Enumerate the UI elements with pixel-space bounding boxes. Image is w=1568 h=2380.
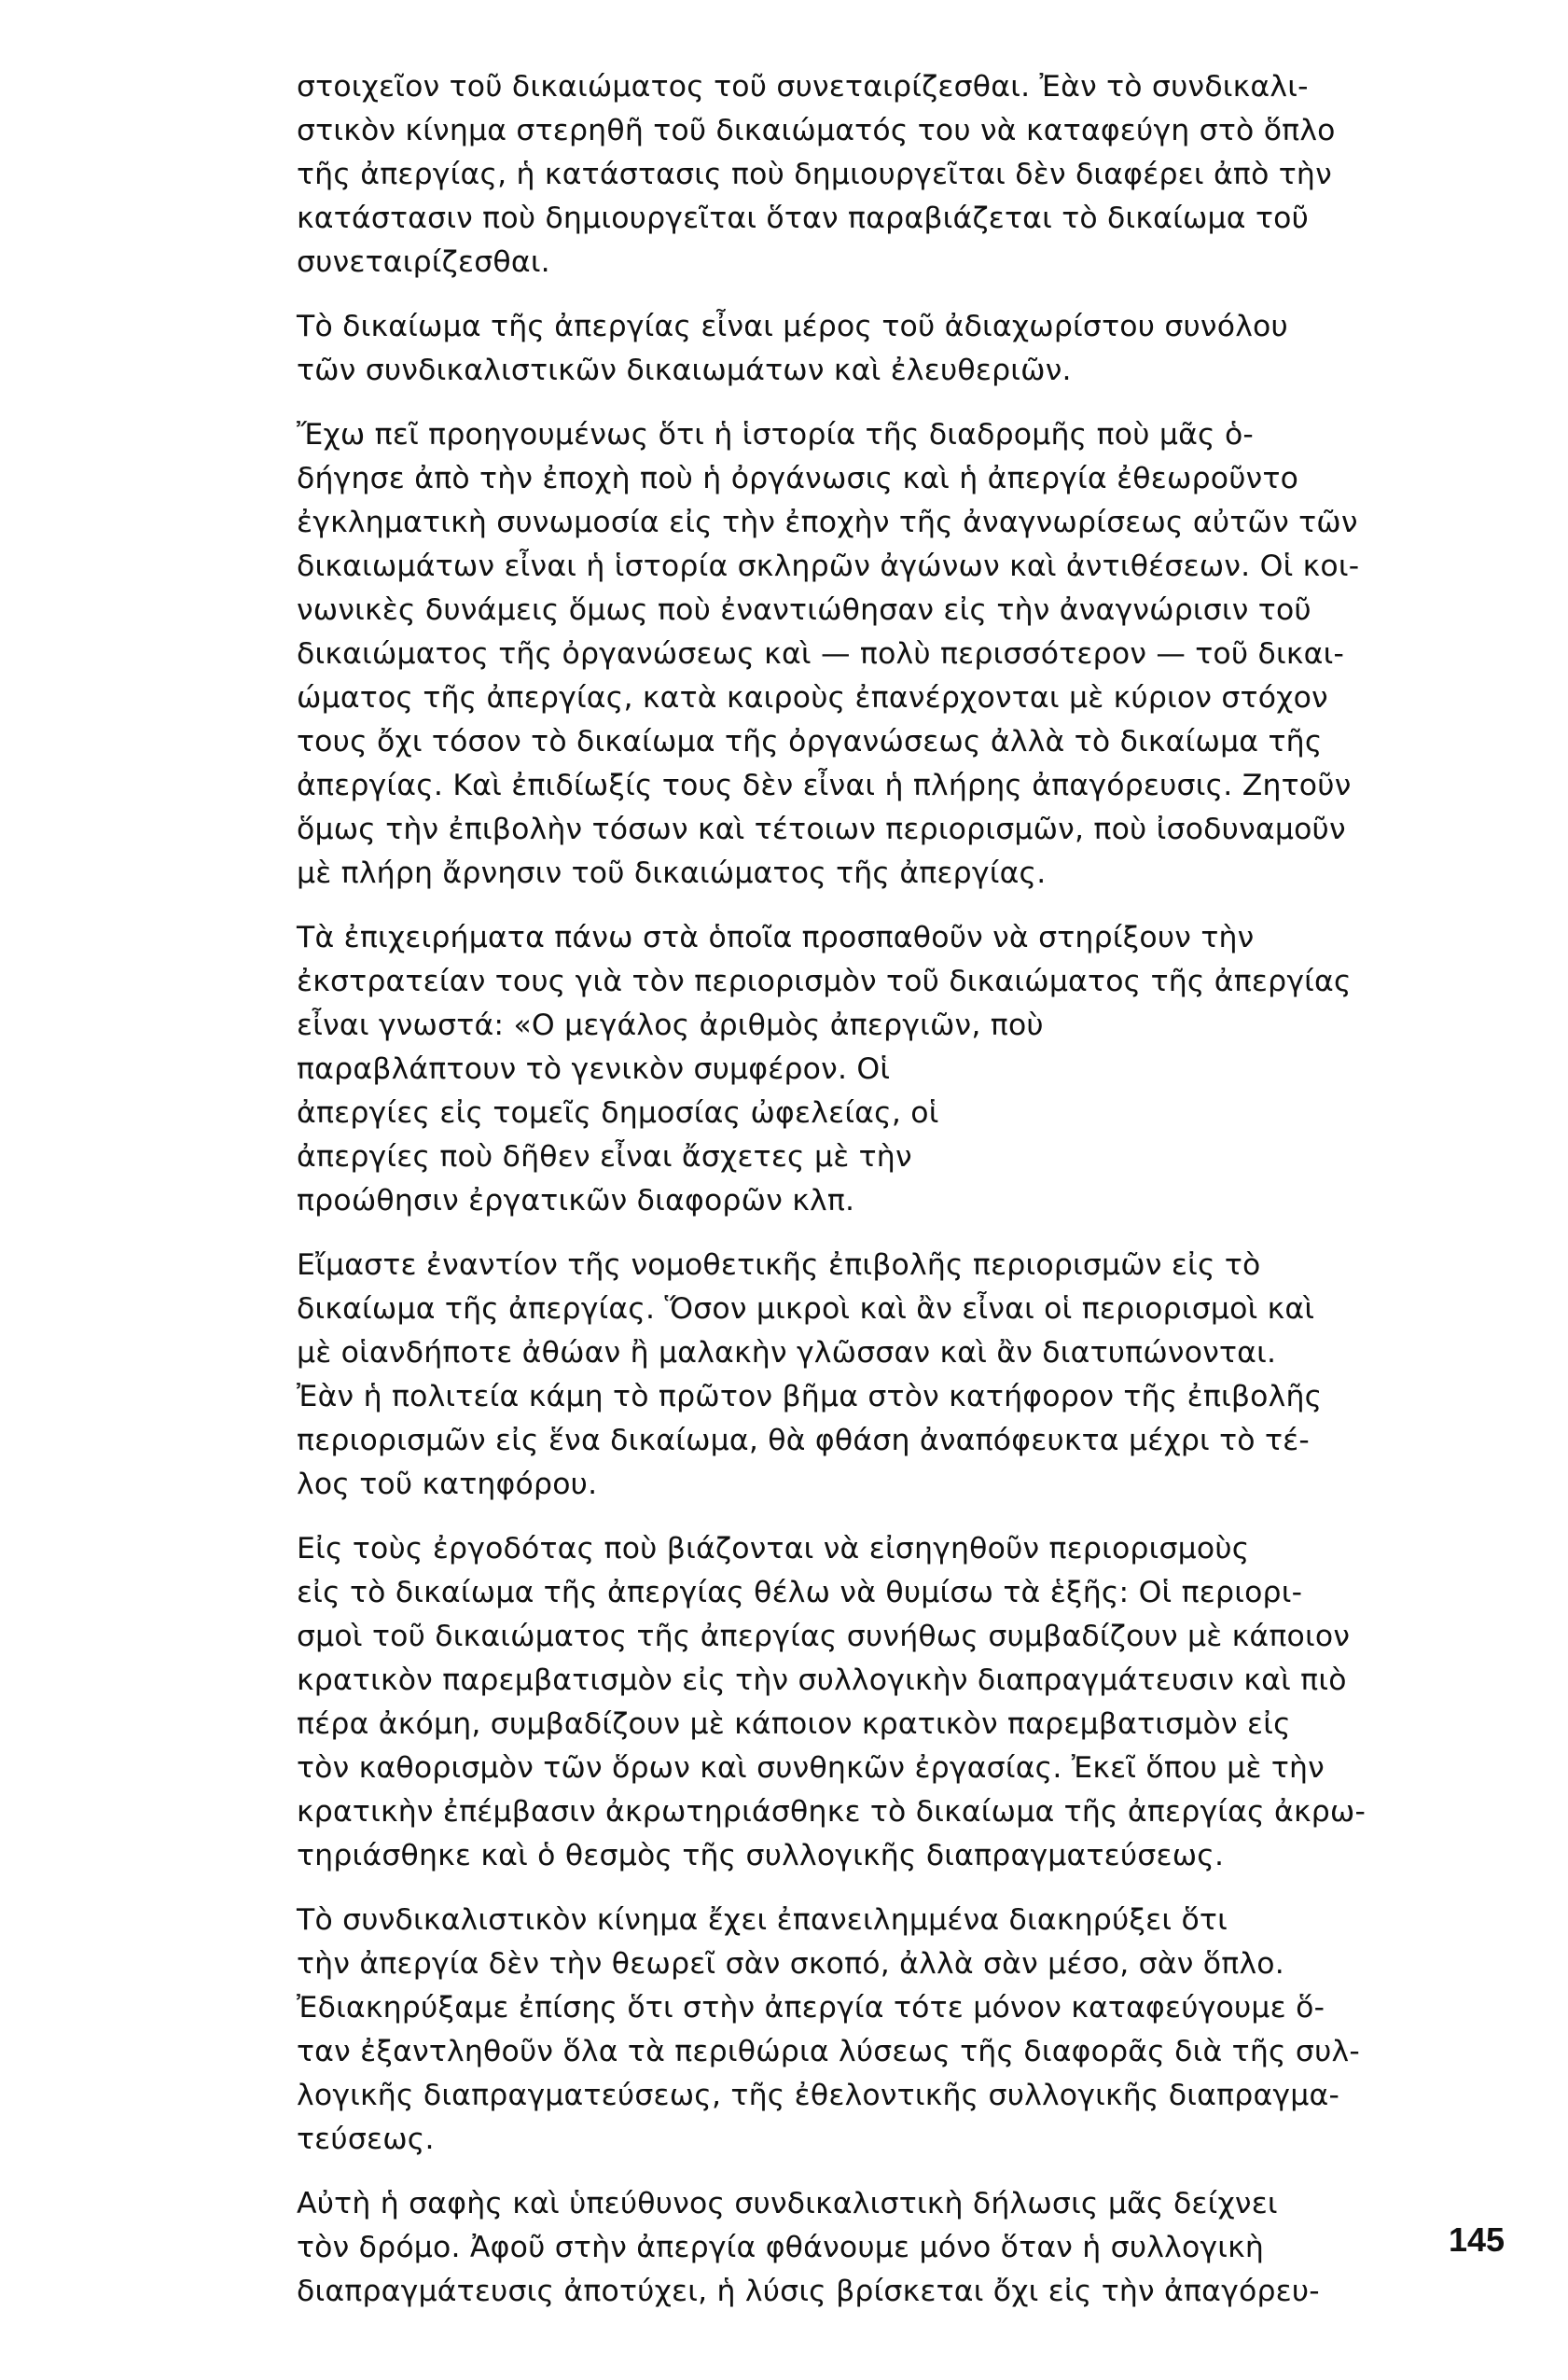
- paragraph-7: Τὸ συνδικαλιστικὸν κίνημα ἔχει ἐπανειλημμένα διακηρύξει ὅτι τὴν ἀπεργία δὲν τὴν θεωρεῖ σὰν σκοπό, ἀλλὰ σὰν μέσο, σὰν ὅπλο. Ἐδιακηρύξαμε ἐπίσης ὅτι στὴν ἀπεργία τότε μόνον καταφεύγουμε ὅ- ταν ἐξαντληθοῦν ὅλα τὰ περιθώρια λύσεως τῆς διαφορᾶς διὰ τῆς συλ- λογικῆς διαπραγματεύσεως, τῆς ἐθελοντικῆς συλλογικῆς διαπραγμα- τεύσεως.: [297, 1903, 1360, 2156]
- paragraph-2: Τὸ δικαίωμα τῆς ἀπεργίας εἶναι μέρος τοῦ ἀδιαχωρίστου συνόλου τῶν συνδικαλιστικῶν δικαιωμάτων καὶ ἐλευθεριῶν.: [297, 310, 1288, 387]
- paragraph-4: Τὰ ἐπιχειρήματα πάνω στὰ ὁποῖα προσπαθοῦν νὰ στηρίξουν τὴν ἐκστρατείαν τους γιὰ τὸν περιορισμὸν τοῦ δικαιώματος τῆς ἀπεργίας εἶναι γνωστά: «Ο μεγάλος ἀριθμὸς ἀπεργιῶν, ποὺ παραβλάπτουν τὸ γενικὸν συμφέρον. Οἱ ἀπεργίες εἰς τομεῖς δημοσίας ὠφελείας, οἱ ἀπεργίες ποὺ δῆθεν εἶναι ἄσχετες μὲ τὴν προώθησιν ἐργατικῶν διαφορῶν κλπ.: [297, 921, 1352, 1218]
- paragraph-8: Αὐτὴ ἡ σαφὴς καὶ ὑπεύθυνος συνδικαλιστικὴ δήλωσις μᾶς δείχνει τὸν δρόμο. Ἀφοῦ στὴν ἀπεργία φθάνουμε μόνο ὅταν ἡ συλλογικὴ διαπραγμάτευσις ἀποτύχει, ἡ λύσις βρίσκεται ὄχι εἰς τὴν ἀπαγόρευ-: [297, 2187, 1320, 2308]
- page-number: 145: [1449, 2220, 1506, 2259]
- paragraph-1: στοιχεῖον τοῦ δικαιώματος τοῦ συνεταιρίζεσθαι. Ἐὰν τὸ συνδικαλι- στικὸν κίνημα στερηθῆ τοῦ δικαιώματός του νὰ καταφεύγη στὸ ὅπλο τῆς ἀπεργίας, ἡ κατάστασις ποὺ δημιουργεῖται δὲν διαφέρει ἀπὸ τὴν κατάστασιν ποὺ δημιουργεῖται ὅταν παραβιάζεται τὸ δικαίωμα τοῦ συνεταιρίζεσθαι.: [297, 70, 1336, 279]
- paragraph-6: Εἰς τοὺς ἐργοδότας ποὺ βιάζονται νὰ εἰσηγηθοῦν περιορισμοὺς εἰς τὸ δικαίωμα τῆς ἀπεργίας θέλω νὰ θυμίσω τὰ ἑξῆς: Οἱ περιορι- σμοὶ τοῦ δικαιώματος τῆς ἀπεργίας συνήθως συμβαδίζουν μὲ κάποιον κρατικὸν παρεμβατισμὸν εἰς τὴν συλλογικὴν διαπραγμάτευσιν καὶ πιὸ πέρα ἀκόμη, συμβαδίζουν μὲ κάποιον κρατικὸν παρεμβατισμὸν εἰς τὸν καθορισμὸν τῶν ὅρων καὶ συνθηκῶν ἐργασίας. Ἐκεῖ ὅπου μὲ τὴν κρατικὴν ἐπέμβασιν ἀκρωτηριάσθηκε τὸ δικαίωμα τῆς ἀπεργίας ἀκρω- τηριάσθηκε καὶ ὁ θεσμὸς τῆς συλλογικῆς διαπραγματεύσεως.: [297, 1532, 1367, 1872]
- document-body: [297, 65, 1509, 2334]
- paragraph-5: Εἴμαστε ἐναντίον τῆς νομοθετικῆς ἐπιβολῆς περιορισμῶν εἰς τὸ δικαίωμα τῆς ἀπεργίας. Ὅσον μικροὶ καὶ ἂν εἶναι οἱ περιορισμοὶ καὶ μὲ οἱανδήποτε ἀθώαν ἢ μαλακὴν γλῶσσαν καὶ ἂν διατυπώνονται. Ἐὰν ἡ πολιτεία κάμη τὸ πρῶτον βῆμα στὸν κατήφορον τῆς ἐπιβολῆς περιορισμῶν εἰς ἕνα δικαίωμα, θὰ φθάση ἀναπόφευκτα μέχρι τὸ τέ- λος τοῦ κατηφόρου.: [297, 1248, 1323, 1501]
- paragraph-3: Ἔχω πεῖ προηγουμένως ὅτι ἡ ἱστορία τῆς διαδρομῆς ποὺ μᾶς ὁ- δήγησε ἀπὸ τὴν ἐποχὴ ποὺ ἡ ὀργάνωσις καὶ ἡ ἀπεργία ἐθεωροῦντο ἐγκληματικὴ συνωμοσία εἰς τὴν ἐποχὴν τῆς ἀναγνωρίσεως αὐτῶν τῶν δικαιωμάτων εἶναι ἡ ἱστορία σκληρῶν ἀγώνων καὶ ἀντιθέσεων. Οἱ κοι- νωνικὲς δυνάμεις ὅμως ποὺ ἐναντιώθησαν εἰς τὴν ἀναγνώρισιν τοῦ δικαιώματος τῆς ὀργανώσεως καὶ — πολὺ περισσότερον — τοῦ δικαι- ώματος τῆς ἀπεργίας, κατὰ καιροὺς ἐπανέρχονται μὲ κύριον στόχον τους ὄχι τόσον τὸ δικαίωμα τῆς ὀργανώσεως ἀλλὰ τὸ δικαίωμα τῆς ἀπεργίας. Καὶ ἐπιδίωξίς τους δὲν εἶναι ἡ πλήρης ἀπαγόρευσις. Ζητοῦν ὅμως τὴν ἐπιβολὴν τόσων καὶ τέτοιων περιορισμῶν, ποὺ ἰσοδυναμοῦν μὲ πλήρη ἄρνησιν τοῦ δικαιώματος τῆς ἀπεργίας.: [297, 418, 1360, 890]
